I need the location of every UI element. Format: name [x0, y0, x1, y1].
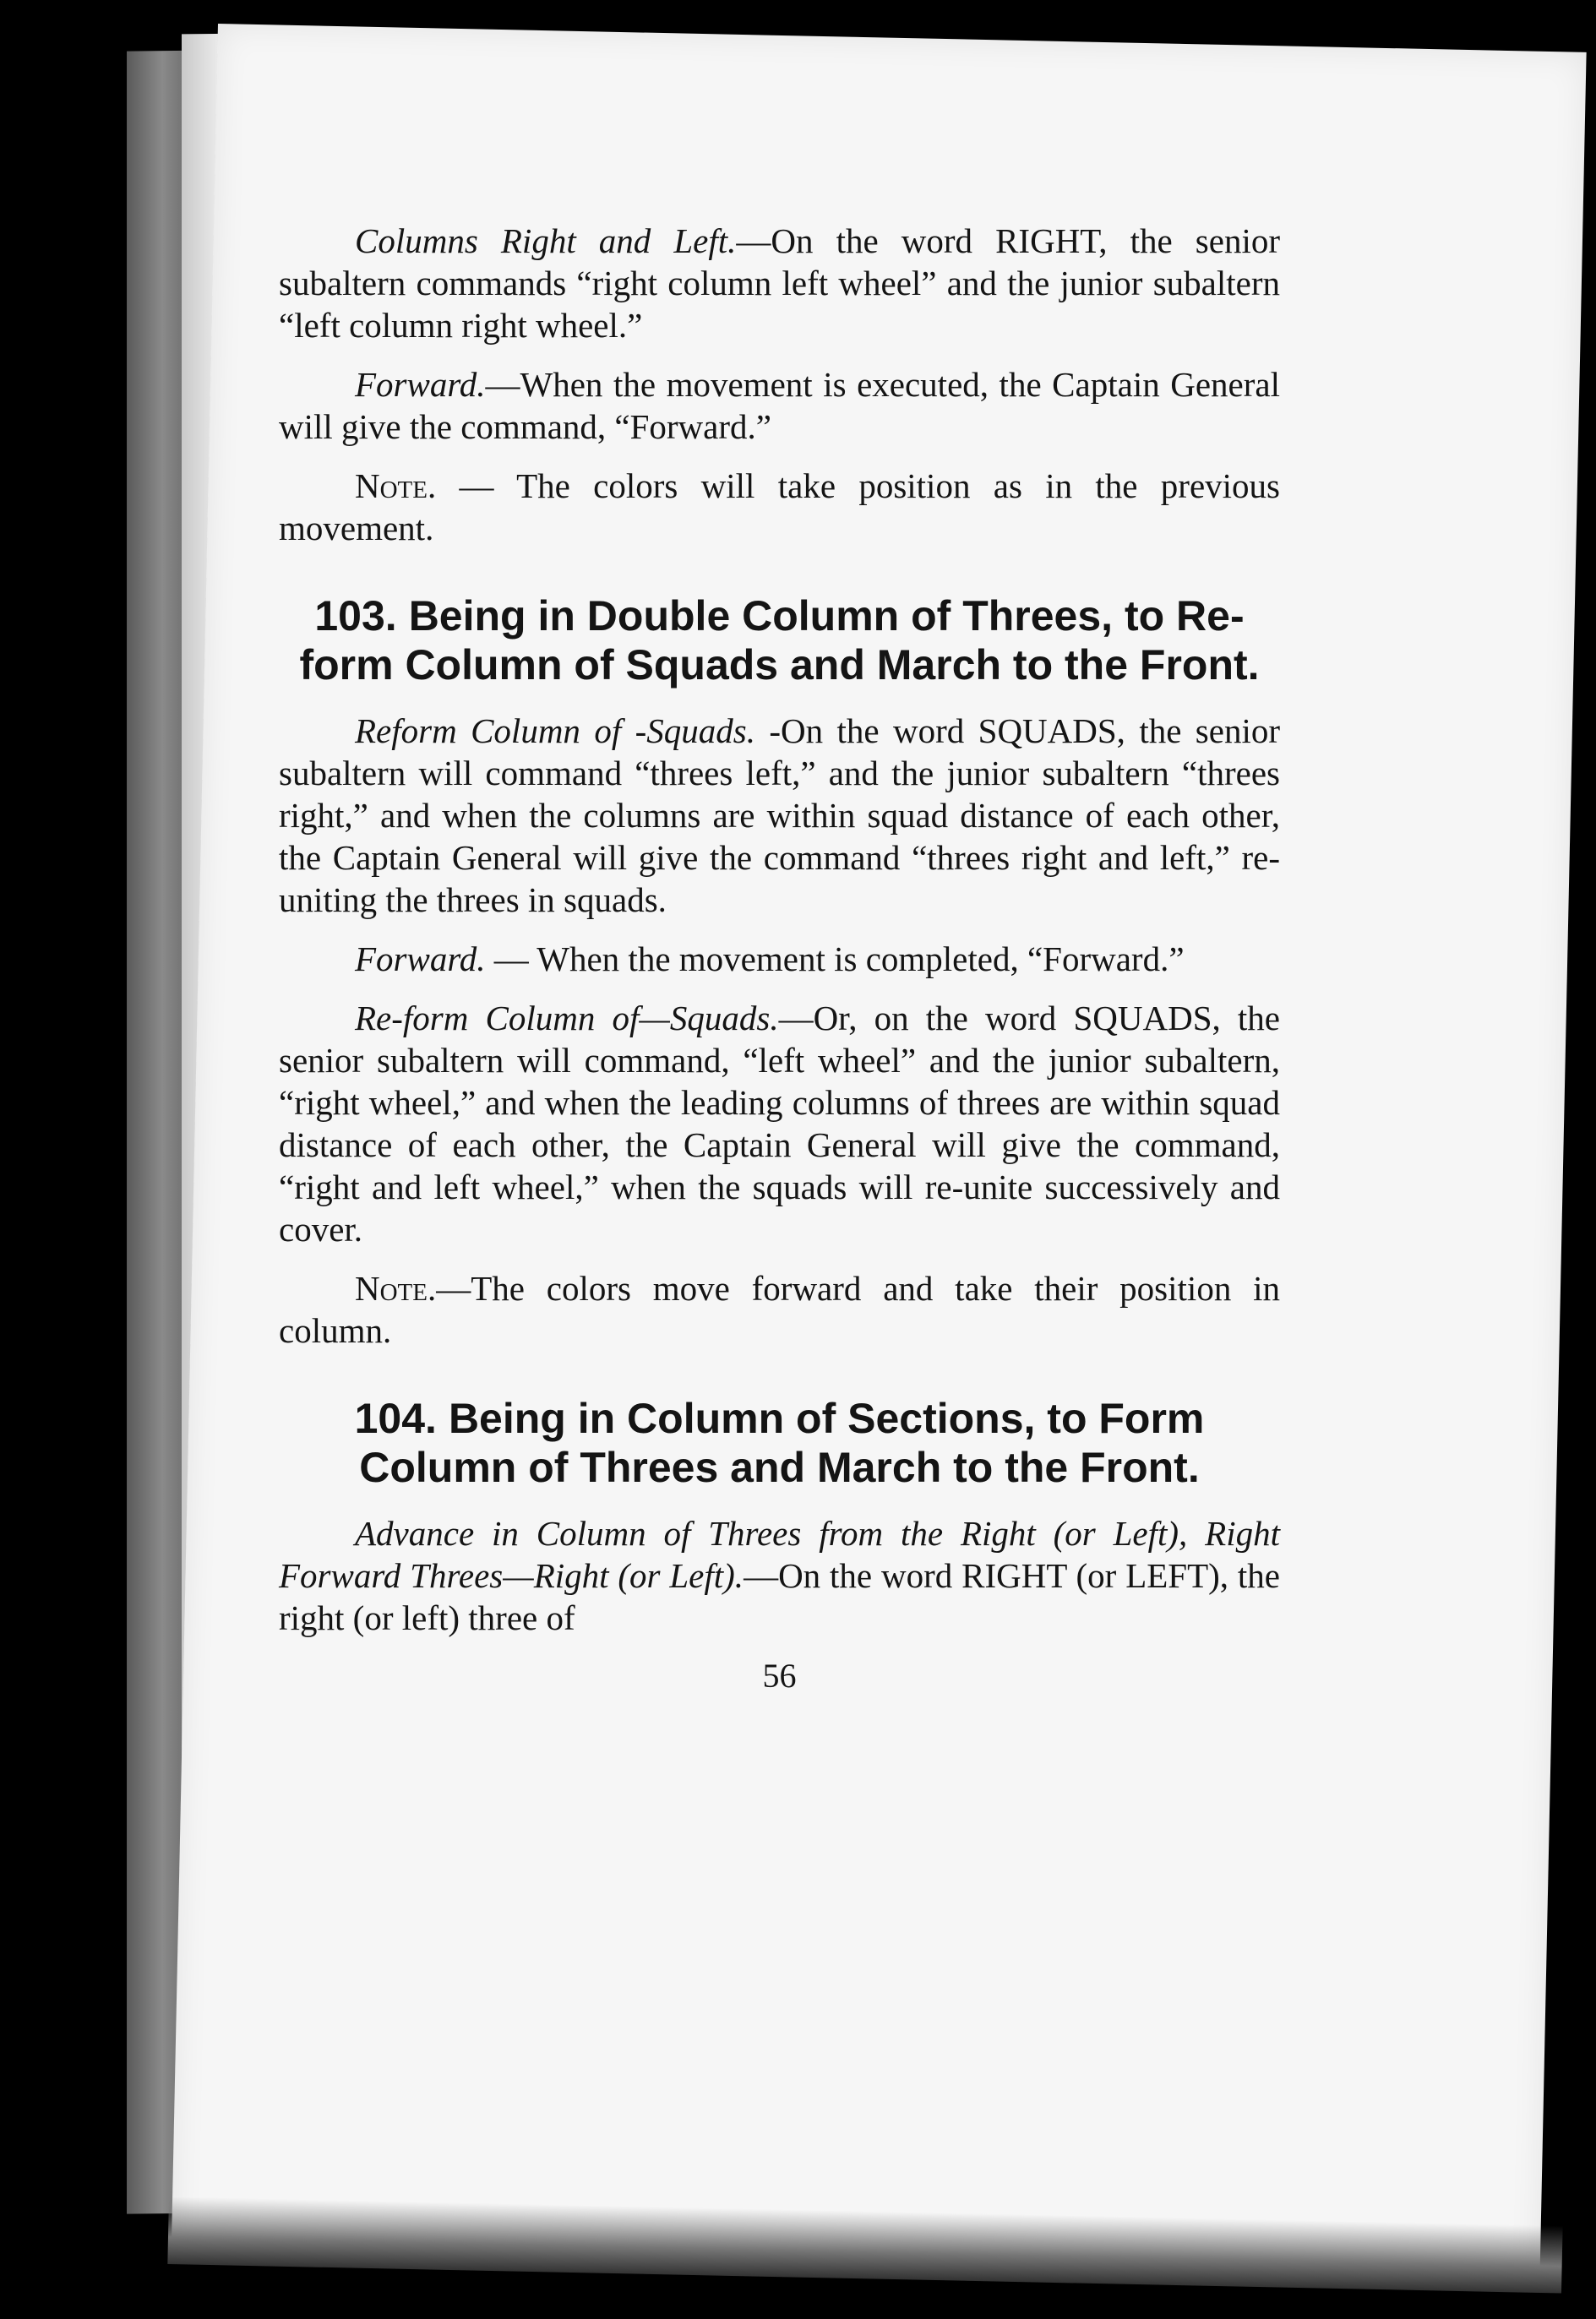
paragraph-text: -On the word SQUADS, the senior subaltern will command “threes left,” and the junior subaltern “threes right,” and when the columns are within squad distance of each other, the Captain General will give the command “threes right and left,” re-uniting the threes in squads. [279, 711, 1280, 919]
note-paragraph-2 [279, 1267, 1280, 1352]
note-label: Note. [355, 1269, 437, 1308]
paragraph-re-form-column-of-squads [279, 997, 1280, 1250]
section-title: Being in Double Column of Threes, to Re-form Column of Squads and March to the Front. [299, 592, 1260, 689]
section-number: 104. [354, 1395, 437, 1442]
paragraph-text: —On the word RIGHT, the senior subaltern commands “right column left wheel” and the junior subaltern “left column right wheel.” [279, 221, 1280, 345]
paragraph-lead-italic: Forward. [355, 365, 486, 404]
paragraph-lead-italic: Columns Right and Left. [355, 221, 737, 260]
section-number: 103. [314, 592, 397, 640]
paragraph-text: —Or, on the word SQUADS, the senior subaltern will command, “left wheel” and the junior subaltern, “right wheel,” and when the leading columns of threes are within squad distance of each other, the Captain General will give the command, “right and left wheel,” when the squads will re-unite successively and cover. [279, 999, 1280, 1249]
note-text: — The colors will take position as in the previous movement. [279, 466, 1280, 547]
section-heading-103 [279, 591, 1280, 689]
paragraph-advance-in-column-of-threes [279, 1512, 1280, 1639]
page-number: 56 [762, 1657, 797, 1695]
paragraph-text: —When the movement is executed, the Captain General will give the command, “Forward.” [279, 365, 1280, 446]
paragraph-reform-column-of-squads [279, 710, 1280, 921]
paragraph-lead-italic: Reform Column of -Squads. [355, 711, 755, 750]
section-heading-104 [279, 1394, 1280, 1492]
paragraph-forward-2 [279, 938, 1280, 980]
paragraph-text: —On the word RIGHT (or LEFT), the right (or left) three of [279, 1556, 1280, 1637]
section-title: Being in Column of Sections, to Form Column of Threes and March to the Front. [359, 1395, 1205, 1491]
note-text: —The colors move forward and take their position in column. [279, 1269, 1280, 1350]
paragraph-lead-italic: Forward. [355, 939, 486, 978]
note-label: Note. [355, 466, 437, 505]
paragraph-lead-italic: Re-form Column of—Squads. [355, 999, 779, 1037]
paragraph-forward-1 [279, 363, 1280, 448]
page-content [279, 220, 1280, 1696]
paragraph-text: — When the movement is completed, “Forward.” [485, 939, 1185, 978]
paragraph-lead-italic: Advance in Column of Threes from the Right (or Left), Right Forward Threes—Right (or Left). [279, 1514, 1280, 1595]
paragraph-columns-right-left [279, 220, 1280, 346]
note-paragraph-1 [279, 465, 1280, 549]
